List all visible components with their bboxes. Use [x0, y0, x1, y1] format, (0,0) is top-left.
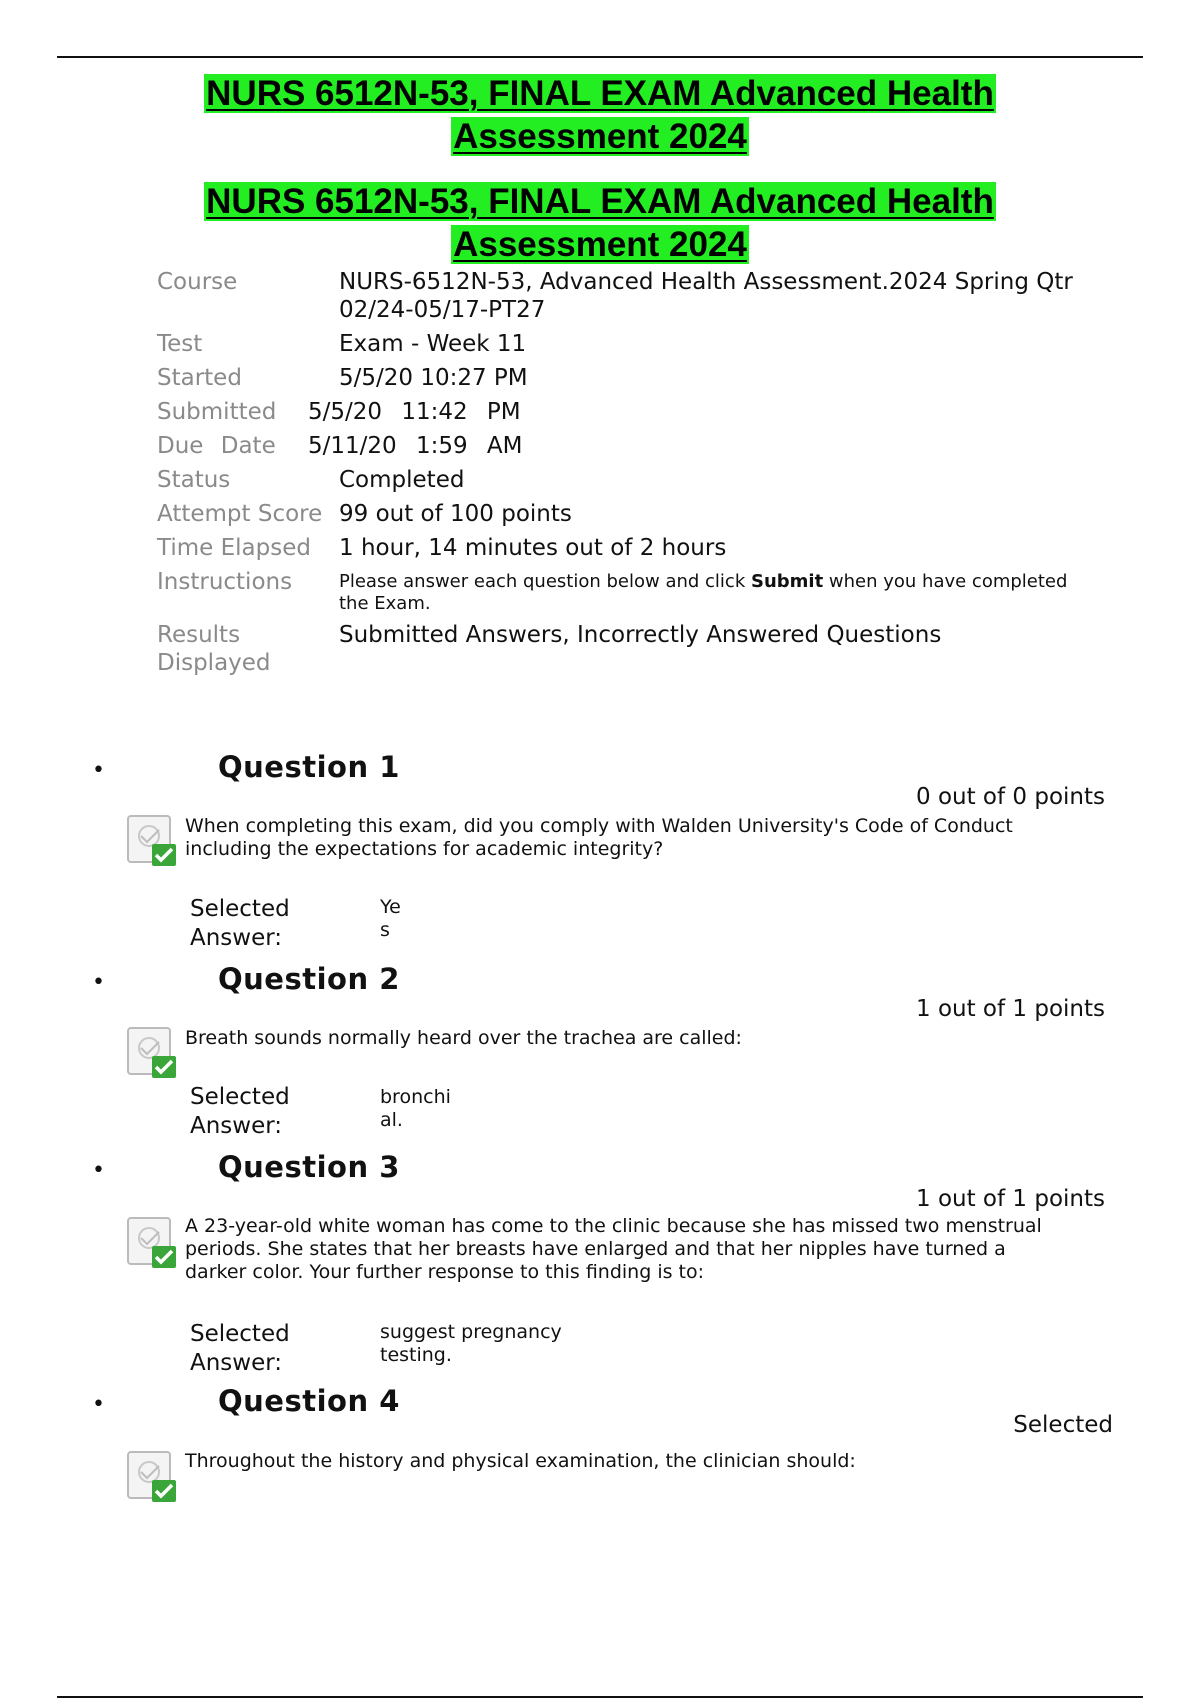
attempt-score-row: [157, 500, 1079, 528]
course-value: NURS-6512N-53, Advanced Health Assessment.2024 Spring Qtr 02/24-05/17-PT27: [339, 269, 1073, 323]
selected-answer-value: Yes: [380, 896, 401, 941]
question-heading: Question 2: [218, 962, 400, 996]
question-heading: Question 1: [218, 750, 400, 784]
submit-keyword: Submit: [750, 571, 824, 592]
time-elapsed-value: 1 hour, 14 minutes out of 2 hours: [339, 535, 727, 561]
time-elapsed-row: [157, 534, 1079, 562]
started-label: Started: [157, 365, 242, 391]
question-text: Throughout the history and physical examination, the clinician should:: [185, 1450, 856, 1472]
instructions-value: Please answer each question below and click Submit when you have completed the Exam.: [339, 571, 1068, 614]
question-points: 1 out of 1 points: [916, 996, 1105, 1022]
attempt-score-value: 99 out of 100 points: [339, 501, 572, 527]
question-text: Breath sounds normally heard over the trachea are called:: [185, 1027, 742, 1049]
question-heading: Question 4: [218, 1384, 400, 1418]
started-row: [157, 364, 1079, 392]
test-value: Exam - Week 11: [339, 331, 527, 357]
top-rule: [57, 56, 1143, 58]
question-text: A 23-year-old white woman has come to the clinic because she has missed two menstrual periods. She states that her breasts have enlarged and that her nipples have turned a darker color. Your further response to this finding is to:: [185, 1215, 1042, 1283]
question-selected-label: Selected: [1013, 1412, 1113, 1438]
question-points: 1 out of 1 points: [916, 1186, 1105, 1212]
results-displayed-label: Results Displayed: [157, 622, 271, 676]
question-points: 0 out of 0 points: [916, 784, 1105, 810]
submitted-value: 5/5/20 11:42 PM: [308, 399, 521, 425]
bullet: •: [92, 1392, 105, 1417]
time-elapsed-label: Time Elapsed: [157, 535, 311, 561]
submitted-row: [157, 398, 1079, 426]
course-label: Course: [157, 269, 238, 295]
title-line-1: NURS 6512N-53, FINAL EXAM Advanced Health: [206, 74, 994, 113]
started-value: 5/5/20 10:27 PM: [339, 365, 528, 391]
test-info-table: [157, 268, 1079, 677]
test-label: Test: [157, 331, 203, 357]
correct-check-icon: [126, 1026, 180, 1080]
document-title: [0, 72, 1200, 158]
bullet: •: [92, 758, 105, 783]
question-heading: Question 3: [218, 1150, 400, 1184]
selected-answer-value: bronchial.: [380, 1086, 451, 1131]
selected-answer-label: Selected Answer:: [190, 1321, 290, 1376]
document-title-repeat: [0, 180, 1200, 266]
correct-check-icon: [126, 1450, 180, 1504]
correct-check-icon: [126, 1216, 180, 1270]
status-label: Status: [157, 467, 231, 493]
title-repeat-line-2: Assessment 2024: [453, 225, 747, 264]
bullet: •: [92, 1158, 105, 1183]
instructions-row: [157, 568, 1079, 615]
results-displayed-value: Submitted Answers, Incorrectly Answered Questions: [339, 622, 942, 648]
title-repeat-line-1: NURS 6512N-53, FINAL EXAM Advanced Health: [206, 182, 994, 221]
due-date-label: Due Date: [157, 433, 276, 459]
status-value: Completed: [339, 467, 465, 493]
test-row: [157, 330, 1079, 358]
title-line-2: Assessment 2024: [453, 117, 747, 156]
due-date-value: 5/11/20 1:59 AM: [308, 433, 523, 459]
selected-answer-label: Selected Answer:: [190, 896, 290, 951]
course-row: [157, 268, 1079, 324]
instructions-label: Instructions: [157, 569, 293, 595]
selected-answer-value: suggest pregnancy testing.: [380, 1321, 562, 1366]
selected-answer-label: Selected Answer:: [190, 1084, 290, 1139]
submitted-label: Submitted: [157, 399, 277, 425]
correct-check-icon: [126, 814, 180, 868]
bullet: •: [92, 970, 105, 995]
question-text: When completing this exam, did you comply with Walden University's Code of Conduct including the expectations for academic integrity?: [185, 815, 1013, 860]
status-row: [157, 466, 1079, 494]
attempt-score-label: Attempt Score: [157, 501, 323, 527]
results-displayed-row: [157, 621, 1079, 677]
due-date-row: [157, 432, 1079, 460]
bottom-rule: [57, 1696, 1143, 1698]
